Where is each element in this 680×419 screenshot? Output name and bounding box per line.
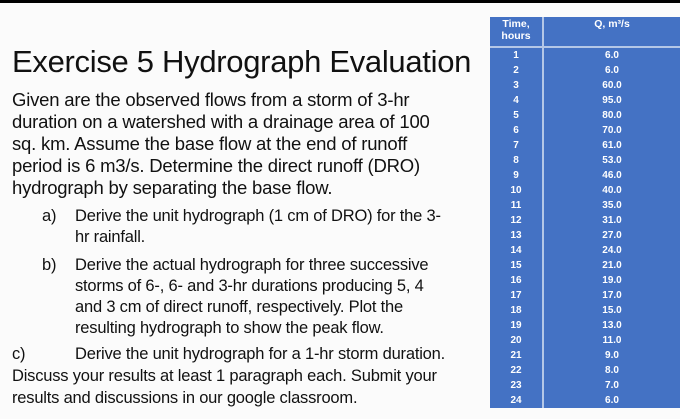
table-row [490,93,680,108]
table-row [490,318,680,333]
time-cell: 3 [490,78,543,93]
time-cell: 23 [490,378,543,393]
time-cell: 8 [490,153,543,168]
time-cell: 7 [490,138,543,153]
time-cell: 2 [490,63,543,78]
table-row [490,78,680,93]
table-row [490,228,680,243]
header-flow: Q, m³/s [543,17,680,47]
intro-line: period is 6 m3/s. Determine the direct runoff (DRO) [12,155,420,176]
table-row [490,138,680,153]
table-row [490,303,680,318]
flow-cell: 8.0 [605,365,619,376]
table-row [490,63,680,78]
item-a-marker: a) [42,207,57,225]
table-row [490,288,680,303]
table-row [490,123,680,138]
flow-cell: 21.0 [602,260,622,271]
flow-cell: 6.0 [605,65,619,76]
time-cell: 18 [490,303,543,318]
time-cell: 24 [490,393,543,408]
table-row [490,378,680,393]
header-time: Time, hours [490,17,543,47]
flow-cell: 60.0 [602,80,622,91]
time-cell: 4 [490,93,543,108]
time-cell: 9 [490,168,543,183]
flow-cell: 46.0 [602,170,622,181]
table-row [490,333,680,348]
item-c-marker: c) [12,345,26,363]
slide-title: Exercise 5 Hydrograph Evaluation [12,44,472,79]
item-b-line: and 3 cm of direct runoff, respectively. Plot the [75,298,404,316]
flow-cell: 6.0 [605,395,619,406]
top-border [0,0,680,3]
intro-line: hydrograph by separating the base flow. [12,177,333,198]
closing-line: results and discussions in our google classroom. [12,389,358,407]
item-b-line: Derive the actual hydrograph for three successive [75,256,429,274]
flow-cell: 17.0 [602,290,622,301]
flow-cell: 13.0 [602,320,622,331]
flow-cell: 61.0 [602,140,622,151]
flow-cell: 80.0 [602,110,622,121]
flow-cell: 24.0 [602,245,622,256]
item-c-line: Derive the unit hydrograph for a 1-hr storm duration. [75,345,446,363]
time-cell: 11 [490,198,543,213]
closing-line: Discuss your results at least 1 paragraph each. Submit your [12,367,437,385]
item-a-line: Derive the unit hydrograph (1 cm of DRO) for the 3- [75,207,441,225]
intro-line: duration on a watershed with a drainage area of 100 [12,111,430,132]
time-cell: 6 [490,123,543,138]
flow-cell: 7.0 [605,380,619,391]
time-cell: 12 [490,213,543,228]
table-row [490,183,680,198]
table-row [490,348,680,363]
table-row [490,393,680,408]
time-cell: 19 [490,318,543,333]
table-row [490,243,680,258]
flow-cell: 27.0 [602,230,622,241]
time-cell: 14 [490,243,543,258]
item-a-line: hr rainfall. [75,228,146,246]
table-row [490,363,680,378]
flow-cell: 40.0 [602,185,622,196]
flow-cell: 53.0 [602,155,622,166]
table-row [490,108,680,123]
flow-cell: 6.0 [605,50,619,61]
time-cell: 10 [490,183,543,198]
item-b-marker: b) [42,256,57,274]
item-b-line: resulting hydrograph to show the peak flow. [75,319,384,337]
time-cell: 21 [490,348,543,363]
flow-cell: 15.0 [602,305,622,316]
time-cell: 20 [490,333,543,348]
intro-line: sq. km. Assume the base flow at the end of runoff [12,133,408,154]
table-row [490,198,680,213]
flow-cell: 70.0 [602,125,622,136]
table-row [490,47,680,63]
item-b-line: storms of 6-, 6- and 3-hr durations producing 5, 4 [75,277,424,295]
flow-cell: 95.0 [602,95,622,106]
table-row [490,213,680,228]
flow-cell: 9.0 [605,350,619,361]
table-row [490,168,680,183]
intro-line: Given are the observed flows from a storm of 3-hr [12,89,410,110]
table-row [490,273,680,288]
flow-cell: 19.0 [602,275,622,286]
time-cell: 22 [490,363,543,378]
flow-cell: 31.0 [602,215,622,226]
time-cell: 1 [490,47,543,63]
time-cell: 16 [490,273,543,288]
flow-cell: 35.0 [602,200,622,211]
flow-cell: 11.0 [602,335,622,346]
time-cell: 5 [490,108,543,123]
time-cell: 13 [490,228,543,243]
table-row [490,258,680,273]
table-row [490,153,680,168]
time-cell: 15 [490,258,543,273]
flow-data-table [490,17,680,408]
time-cell: 17 [490,288,543,303]
